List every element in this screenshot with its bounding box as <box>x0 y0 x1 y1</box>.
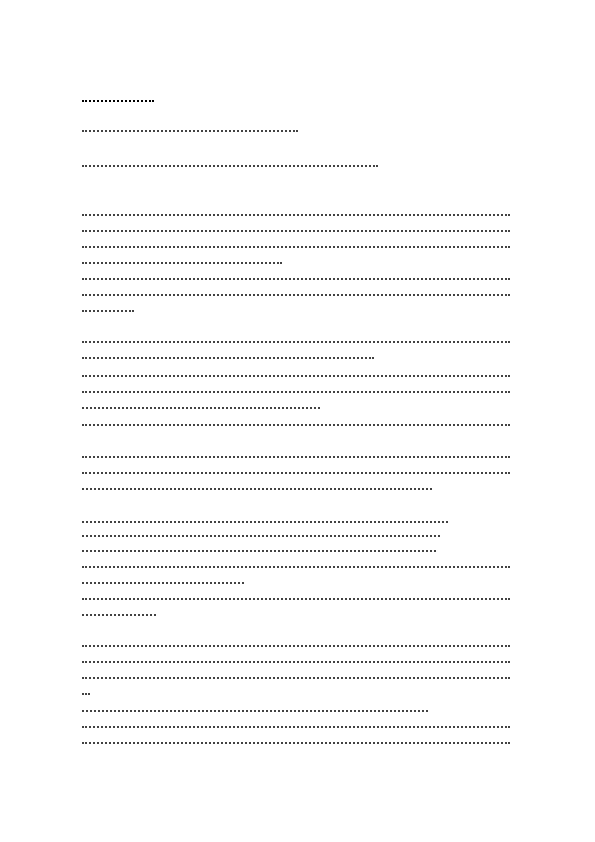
text-line <box>82 472 510 476</box>
text-line <box>82 246 510 250</box>
text-line <box>82 407 320 411</box>
text-line <box>82 521 448 525</box>
text-line <box>82 391 510 395</box>
text-line <box>82 262 282 266</box>
text-line <box>82 550 436 554</box>
text-line <box>82 310 134 314</box>
text-line <box>82 357 374 361</box>
text-line <box>82 424 510 428</box>
text-line <box>82 614 156 618</box>
text-line <box>82 535 440 539</box>
author-line <box>82 165 378 169</box>
text-line <box>82 456 510 460</box>
text-line <box>82 677 510 681</box>
text-line <box>82 341 510 345</box>
title-line <box>82 100 154 104</box>
text-line <box>82 726 510 730</box>
text-line <box>82 278 510 282</box>
text-line <box>82 488 432 492</box>
text-line <box>82 375 510 379</box>
text-line <box>82 582 244 586</box>
text-line <box>82 693 90 697</box>
text-line <box>82 645 510 649</box>
text-line <box>82 742 510 746</box>
text-line <box>82 598 510 602</box>
subtitle-line <box>82 130 298 134</box>
text-line <box>82 294 510 298</box>
text-line <box>82 710 428 714</box>
text-line <box>82 230 510 234</box>
text-line <box>82 661 510 665</box>
text-line <box>82 566 510 570</box>
text-line <box>82 214 510 218</box>
